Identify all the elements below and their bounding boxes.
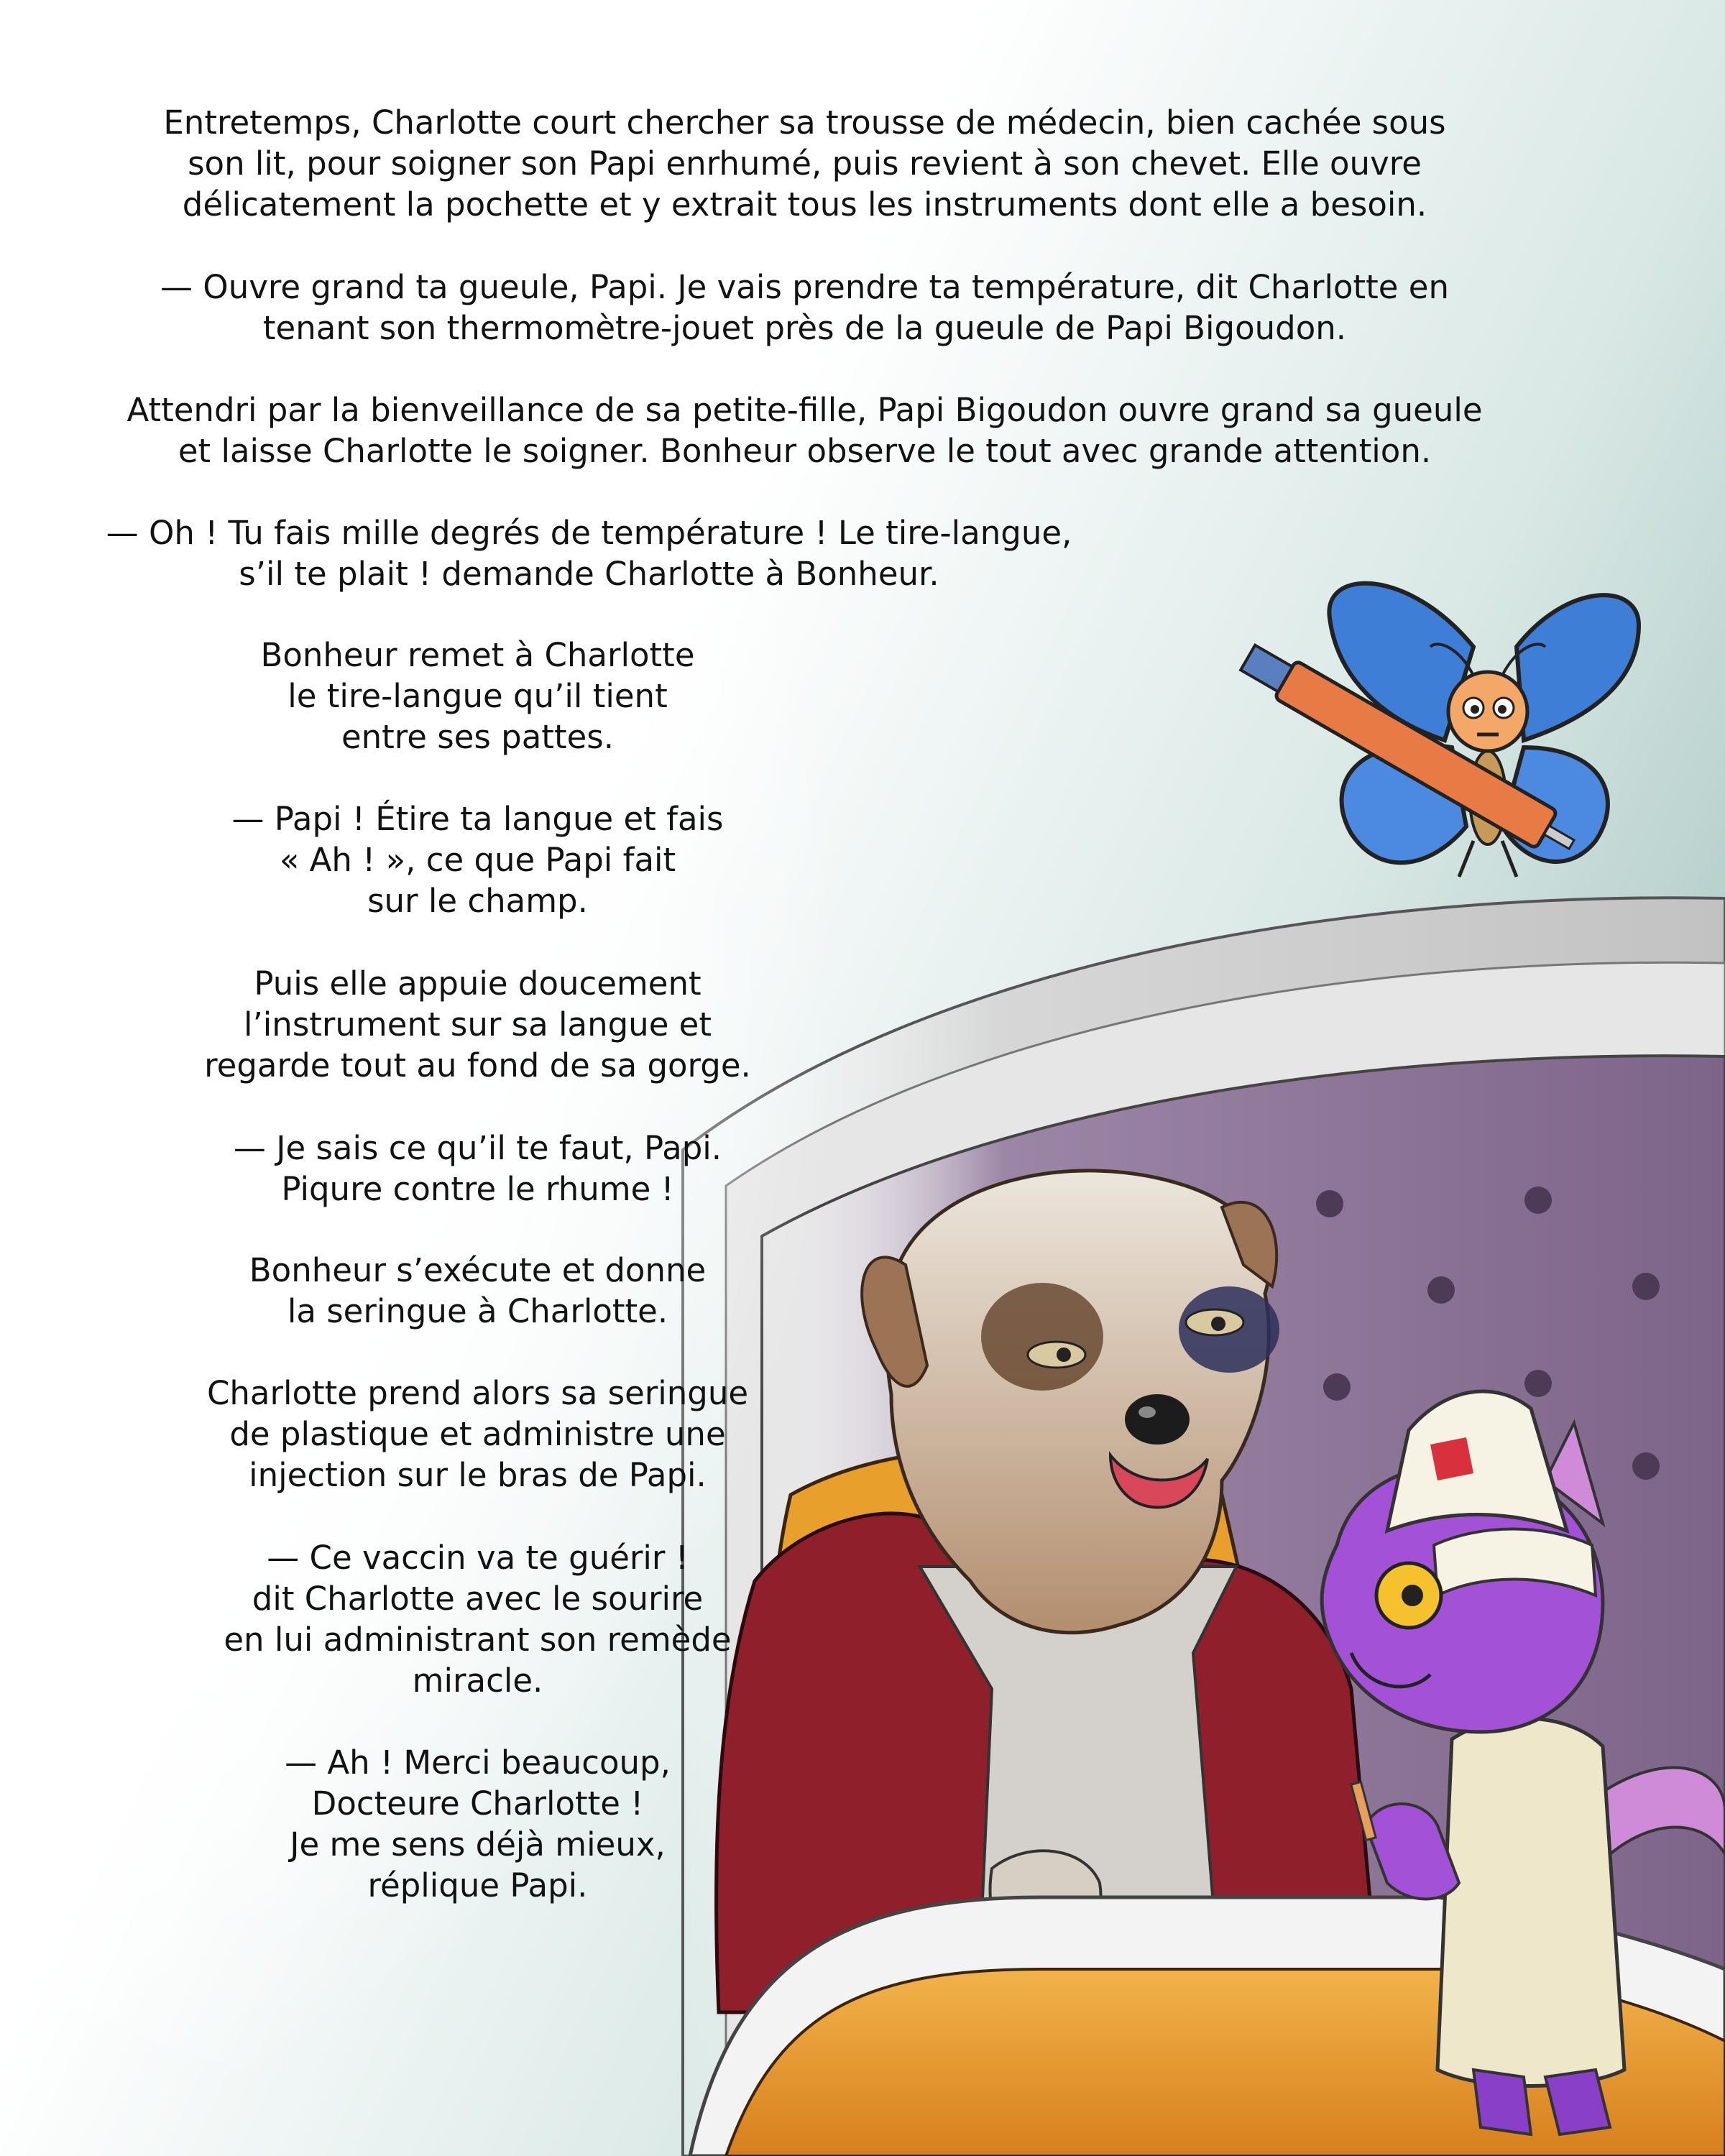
paragraph-1: Entretemps, Charlotte court chercher sa trousse de médecin, bien cachée sous son lit, pour soigner son Papi enrhumé, puis revient à son chevet. Elle ouvre délicatement la pochette et y extrait tous les instruments dont elle a besoin. xyxy=(163,103,1446,224)
paragraph-5: Bonheur remet à Charlotte le tire-langue qu’il tient entre ses pattes. xyxy=(260,636,695,756)
paragraph-6: — Papi ! Étire ta langue et fais « Ah ! », ce que Papi fait sur le champ. xyxy=(231,800,724,920)
paragraph-9: Bonheur s’exécute et donne la seringue à Charlotte. xyxy=(249,1251,707,1330)
paragraph-7: Puis elle appuie doucement l’instrument sur sa langue et regarde tout au fond de sa gorge. xyxy=(204,964,751,1084)
paragraph-12: — Ah ! Merci beaucoup, Docteure Charlotte ! Je me sens déjà mieux, réplique Papi. xyxy=(285,1743,671,1904)
paragraph-3: Attendri par la bienveillance de sa petite-fille, Papi Bigoudon ouvre grand sa gueule et laisse Charlotte le soigner. Bonheur observe le tout avec grande attention. xyxy=(126,391,1483,470)
paragraph-10: Charlotte prend alors sa seringue de plastique et administre une injection sur le bras de Papi. xyxy=(206,1374,749,1494)
paragraph-4: — Oh ! Tu fais mille degrés de température ! Le tire-langue, s’il te plait ! demande Charlotte à Bonheur. xyxy=(106,514,1072,593)
paragraph-8: — Je sais ce qu’il te faut, Papi. Piqure contre le rhume ! xyxy=(233,1129,722,1208)
paragraph-11: — Ce vaccin va te guérir ! dit Charlotte avec le sourire en lui administrant son remède miracle. xyxy=(224,1539,732,1700)
paragraph-2: — Ouvre grand ta gueule, Papi. Je vais prendre ta température, dit Charlotte en tenant son thermomètre-jouet près de la gueule de Papi Bigoudon. xyxy=(160,268,1449,347)
